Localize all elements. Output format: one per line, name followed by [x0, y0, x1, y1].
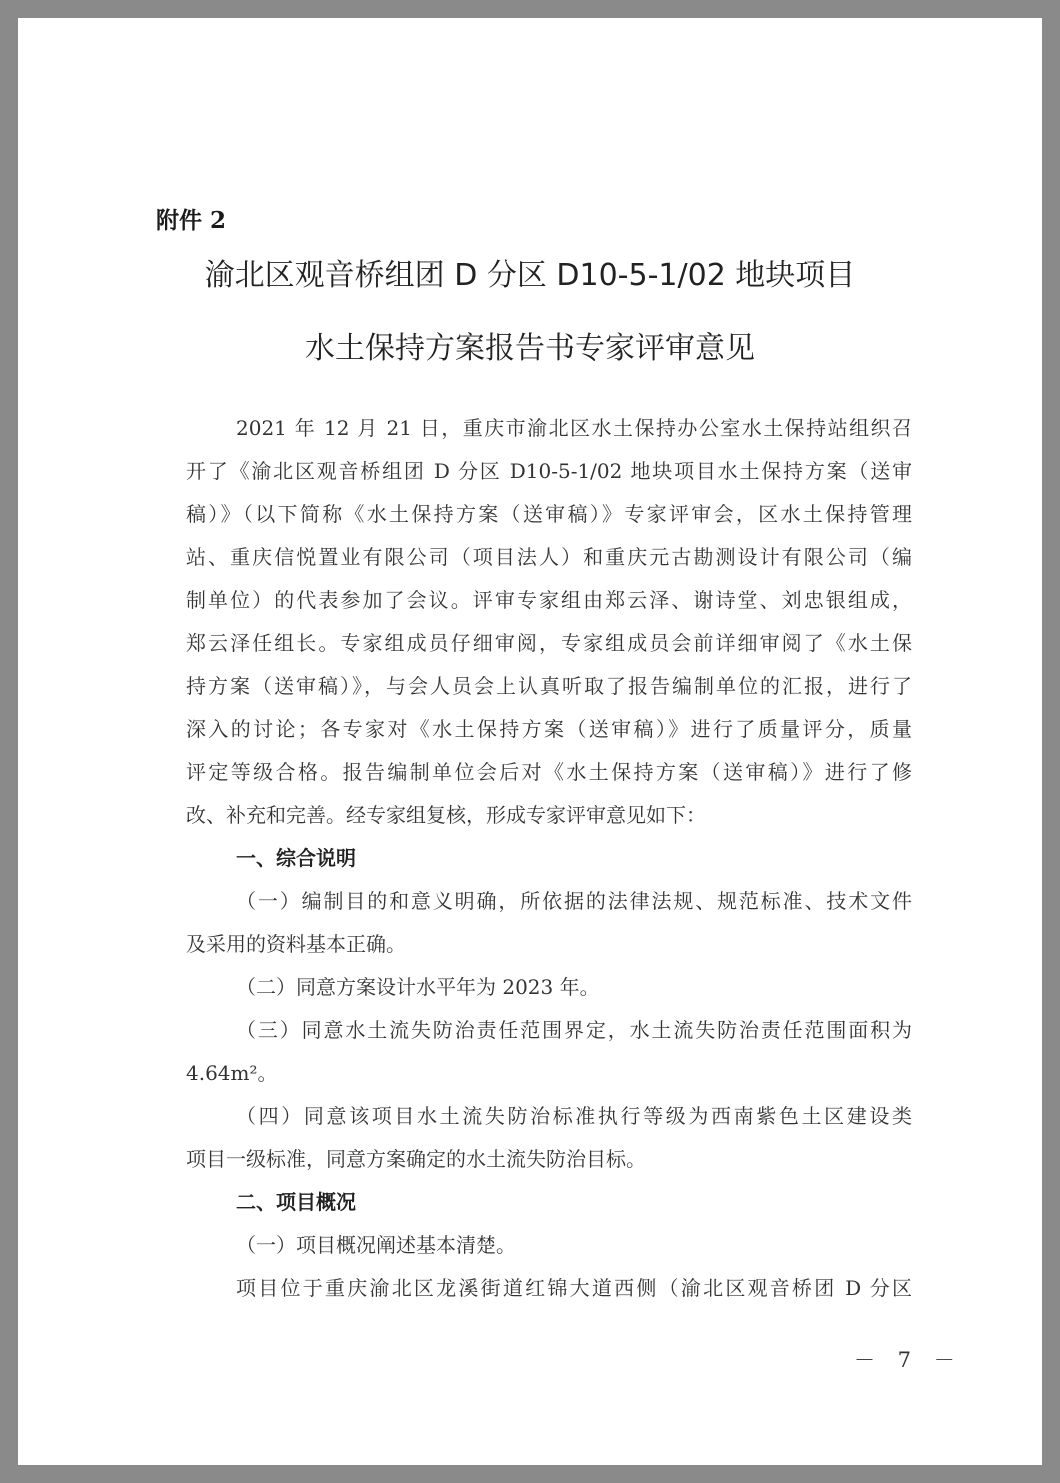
- document-title-line-1: 渝北区观音桥组团 D 分区 D10-5-1/02 地块项目: [204, 258, 856, 293]
- body-line: 持方案（送审稿）》，与会人员会上认真听取了报告编制单位的汇报，进行了: [186, 674, 912, 698]
- document-title-line-2: 水土保持方案报告书专家评审意见: [305, 331, 755, 366]
- body-line: 稿）》（以下简称《水土保持方案（送审稿）》专家评审会，区水土保持管理: [186, 502, 912, 526]
- document-page: [18, 18, 1042, 1465]
- body-line: 深入的讨论；各专家对《水土保持方案（送审稿）》进行了质量评分，质量: [186, 717, 912, 741]
- body-line: 项目一级标准，同意方案确定的水土流失防治目标。: [186, 1147, 646, 1171]
- body-line: 站、重庆信悦置业有限公司（项目法人）和重庆元古勘测设计有限公司（编: [186, 545, 912, 569]
- page-number: － 7 －: [854, 1348, 963, 1372]
- body-line: （四）同意该项目水土流失防治标准执行等级为西南紫色土区建设类: [236, 1104, 912, 1128]
- body-line: 制单位）的代表参加了会议。评审专家组由郑云泽、谢诗堂、刘忠银组成，: [186, 588, 912, 612]
- body-line: （一）项目概况阐述基本清楚。: [236, 1233, 516, 1257]
- body-line: 郑云泽任组长。专家组成员仔细审阅，专家组成员会前详细审阅了《水土保: [186, 631, 912, 655]
- section-heading-2: 二、项目概况: [236, 1190, 356, 1214]
- body-line: 2021 年 12 月 21 日，重庆市渝北区水土保持办公室水土保持站组织召: [236, 416, 912, 440]
- body-line: 项目位于重庆渝北区龙溪街道红锦大道西侧（渝北区观音桥团 D 分区: [236, 1276, 912, 1300]
- attachment-label: 附件 2: [156, 207, 227, 234]
- body-line: （三）同意水土流失防治责任范围界定，水土流失防治责任范围面积为: [236, 1018, 912, 1042]
- body-line: 及采用的资料基本正确。: [186, 932, 406, 956]
- body-line: （二）同意方案设计水平年为 2023 年。: [236, 975, 600, 999]
- body-line: 开了《渝北区观音桥组团 D 分区 D10-5-1/02 地块项目水土保持方案（送审: [186, 459, 912, 483]
- body-line: 评定等级合格。报告编制单位会后对《水土保持方案（送审稿）》进行了修: [186, 760, 912, 784]
- section-heading-1: 一、综合说明: [236, 846, 356, 870]
- body-line: 4.64m²。: [186, 1061, 278, 1085]
- body-line: 改、补充和完善。经专家组复核，形成专家评审意见如下：: [186, 803, 706, 827]
- body-line: （一）编制目的和意义明确，所依据的法律法规、规范标准、技术文件: [236, 889, 912, 913]
